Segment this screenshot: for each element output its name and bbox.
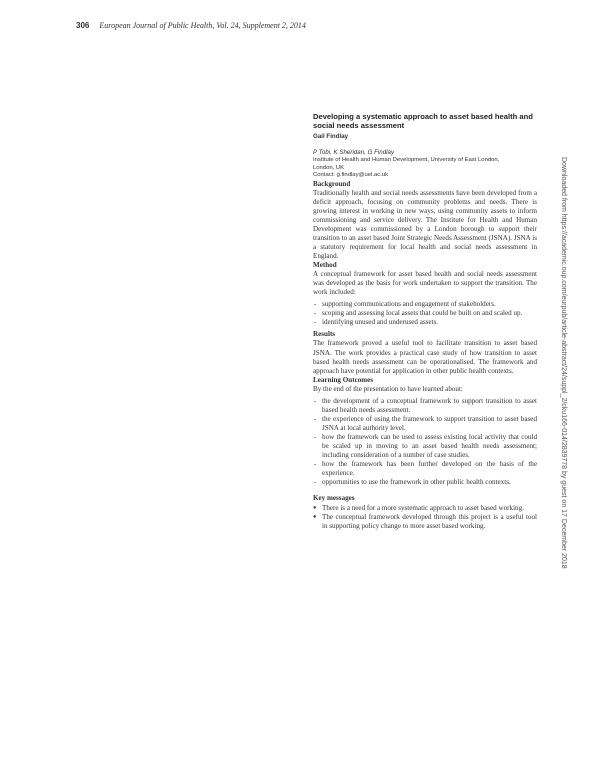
presenter: Gail Findlay (313, 132, 349, 140)
affiliation-line-2: London, UK (313, 164, 345, 171)
background-text: Traditionally health and social needs assessments have been developed from a deficit approach, focusing on community problems and needs. There is growing interest in working in new ways, using community assets to inform commissioning and service delivery. The Institute for Health and Human Development was commissioned by a London borough to support their transition to an asset based Joint Strategic Needs Assessment (JSNA). JSNA is a statutory requirement for local health and social needs assessment in England. (313, 188, 537, 261)
abstract-title: Developing a systematic approach to asset based health and social needs assessment (313, 112, 533, 131)
list-item: ● The conceptual framework developed through this project is a useful tool in supporting policy change to more asset based working. (313, 513, 537, 531)
running-head (76, 21, 306, 30)
journal-citation: European Journal of Public Health, Vol. 24, Supplement 2, 2014 (99, 21, 306, 30)
contact-email[interactable]: Contact: g.findlay@uel.ac.uk (313, 172, 389, 179)
list-item: - how the framework can be used to assess existing local activity that could be scaled up in moving to an asset based health needs assessment; including consideration of a number of case studies. (313, 433, 537, 460)
results-text: The framework proved a useful tool to facilitate transition to asset based JSNA. The work provides a practical case study of how transition to asset based health needs assessment can be operationalised. The framework and approach have potential for application in other public health contexts. (313, 339, 537, 375)
method-heading: Method (313, 261, 337, 270)
background-heading: Background (313, 179, 351, 188)
abstract (313, 112, 537, 531)
page-number: 306 (76, 21, 90, 30)
key-messages-heading: Key messages (313, 494, 355, 503)
list-item: - opportunities to use the framework in other public health contexts. (313, 478, 537, 487)
results-heading: Results (313, 330, 336, 339)
list-item: ● There is a need for a more systematic approach to asset based working. (313, 504, 537, 513)
list-item: - how the framework has been further developed on the basis of the experience. (313, 460, 537, 478)
learning-outcomes-heading: Learning Outcomes (313, 375, 374, 384)
method-text: A conceptual framework for asset based health and social needs assessment was developed as the basis for work undertaken to support the transition. The work included: (313, 270, 537, 297)
method-list (313, 300, 537, 327)
learning-outcomes-list (313, 397, 537, 487)
list-item: - the development of a conceptual framework to support transition to asset based health needs assessment. (313, 397, 537, 415)
list-item: - scoping and assessing local assets that could be built on and scaled up. (313, 309, 537, 318)
author-list: P Tobi, K Sheridan, G Findlay (313, 148, 395, 156)
learning-outcomes-text: By the end of the presentation to have learned about: (313, 384, 463, 393)
list-item: - supporting communications and engagement of stakeholders. (313, 300, 537, 309)
download-watermark: Downloaded from https://academic.oup.com/eurpub/article-abstract/24/suppl_2/cku166-014/2839778 by guest on 17 December 2018 (560, 157, 567, 569)
key-messages-list (313, 504, 537, 531)
list-item: - identifying unused and underused assets. (313, 318, 537, 327)
list-item: - the experience of using the framework to support transition to asset based JSNA at local authority level. (313, 415, 537, 433)
affiliation-line-1: Institute of Health and Human Development, University of East London, (313, 156, 500, 163)
